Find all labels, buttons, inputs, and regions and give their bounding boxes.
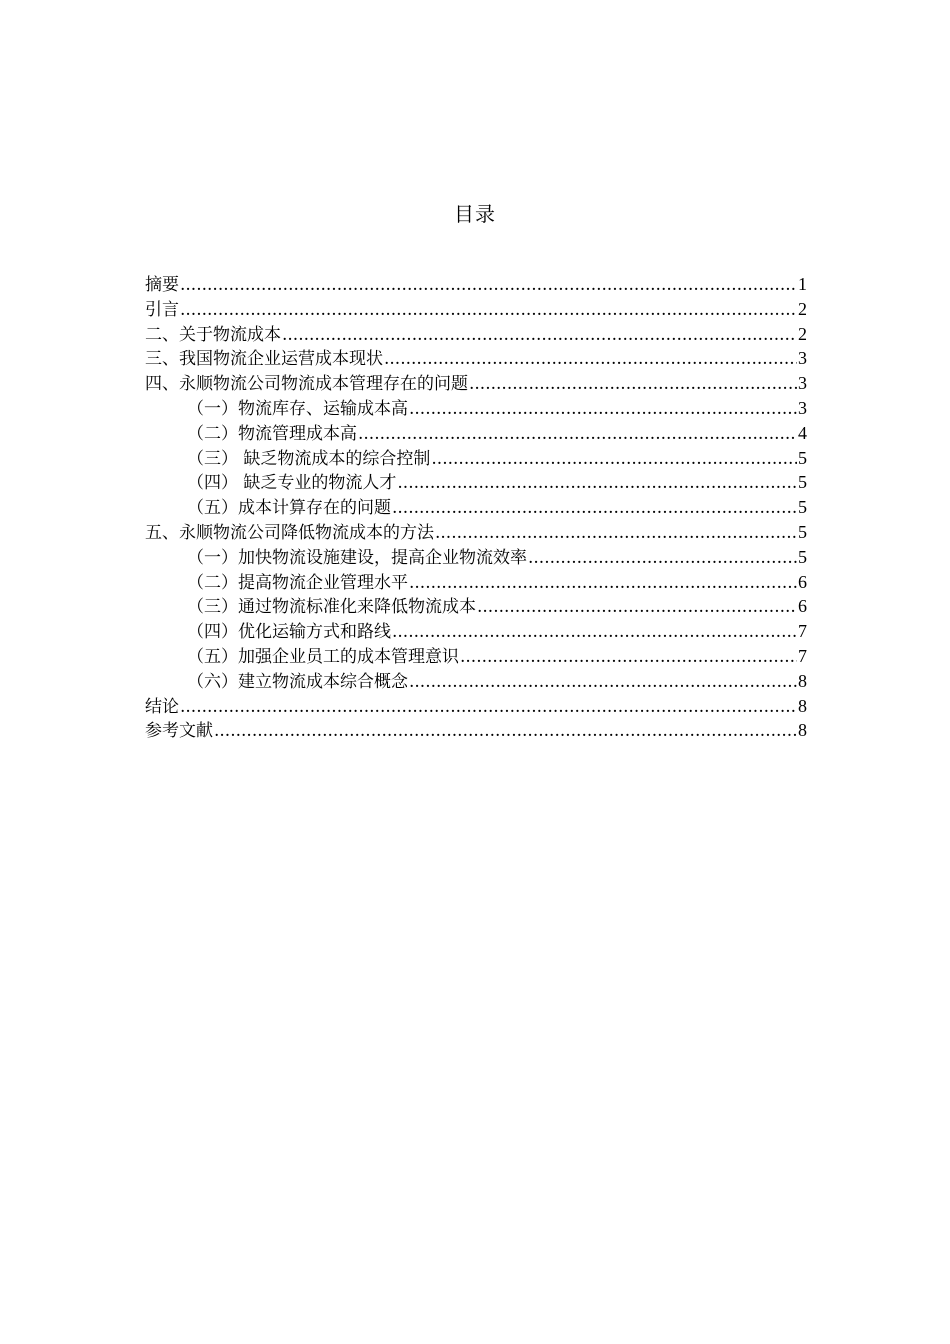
toc-entry-page: 8 [798,720,807,741]
toc-entry-label: （三） 缺乏物流成本的综合控制 [187,448,431,469]
dot-leader [409,670,797,695]
dot-leader [392,620,797,645]
toc-entry[interactable] [145,346,807,371]
toc-subentry[interactable] [145,495,807,520]
toc-entry-page: 3 [798,373,807,394]
toc-entry-page: 5 [798,447,807,468]
dot-leader [431,447,797,472]
toc-entry-label: （三）通过物流标准化来降低物流成本 [187,597,476,618]
toc-entry-page: 5 [798,472,807,493]
toc-entry-label: 五、永顺物流公司降低物流成本的方法 [145,522,434,543]
toc-entry-label: 二、关于物流成本 [145,324,281,345]
dot-leader [358,422,797,447]
toc-entry[interactable] [145,322,807,347]
dot-leader [397,471,797,496]
toc-subentry[interactable] [145,421,807,446]
toc-subentry[interactable] [145,570,807,595]
toc-entry-label: （五）成本计算存在的问题 [187,498,391,519]
dot-leader [180,298,797,323]
toc-entry-page: 4 [798,422,807,443]
toc-entry-label: （一）加快物流设施建设，提高企业物流效率 [187,547,527,568]
toc-entry-page: 3 [798,348,807,369]
toc-entry[interactable] [145,371,807,396]
toc-subentry[interactable] [145,669,807,694]
toc-subentry[interactable] [145,470,807,495]
dot-leader [409,571,797,596]
toc-entry-label: （一）物流库存、运输成本高 [187,398,408,419]
dot-leader [409,397,797,422]
toc-entry[interactable] [145,272,807,297]
dot-leader [282,323,797,348]
toc-entry-page: 8 [798,695,807,716]
toc-entry-page: 7 [798,621,807,642]
toc-subentry[interactable] [145,644,807,669]
toc-entry-label: （五）加强企业员工的成本管理意识 [187,646,459,667]
toc-entry-page: 2 [798,323,807,344]
toc-entry-page: 2 [798,298,807,319]
dot-leader [180,695,797,720]
dot-leader [392,496,797,521]
toc-entry[interactable] [145,718,807,743]
toc-entry-page: 6 [798,571,807,592]
toc-entry[interactable] [145,520,807,545]
table-of-contents [145,272,807,743]
toc-entry-label: （六）建立物流成本综合概念 [187,671,408,692]
dot-leader [469,372,797,397]
toc-entry-label: 引言 [145,299,179,320]
toc-entry-page: 3 [798,397,807,418]
dot-leader [180,273,797,298]
toc-entry-label: （四）优化运输方式和路线 [187,622,391,643]
toc-entry-label: 摘要 [145,275,179,295]
toc-entry-label: 结论 [145,696,179,717]
dot-leader [384,347,797,372]
toc-subentry[interactable] [145,396,807,421]
toc-entry[interactable] [145,694,807,719]
dot-leader [477,595,797,620]
toc-subentry[interactable] [145,545,807,570]
toc-entry-label: 参考文献 [145,721,213,742]
toc-entry-page: 8 [798,670,807,691]
toc-entry-page: 5 [798,497,807,518]
dot-leader [528,546,797,571]
toc-subentry[interactable] [145,619,807,644]
dot-leader [460,645,797,670]
toc-subentry[interactable] [145,594,807,619]
toc-entry-page: 1 [798,274,807,294]
toc-entry-page: 5 [798,546,807,567]
toc-entry-label: （二）物流管理成本高 [187,423,357,444]
toc-entry-label: 三、我国物流企业运营成本现状 [145,349,383,370]
toc-entry-page: 7 [798,645,807,666]
toc-entry-page: 6 [798,596,807,617]
toc-entry-label: （二）提高物流企业管理水平 [187,572,408,593]
dot-leader [435,521,797,546]
toc-entry-page: 5 [798,521,807,542]
toc-entry[interactable] [145,297,807,322]
toc-subentry[interactable] [145,446,807,471]
dot-leader [214,719,797,744]
toc-entry-label: 四、永顺物流公司物流成本管理存在的问题 [145,374,468,395]
toc-entry-label: （四） 缺乏专业的物流人才 [187,473,397,494]
toc-title: 目录 [454,202,496,226]
